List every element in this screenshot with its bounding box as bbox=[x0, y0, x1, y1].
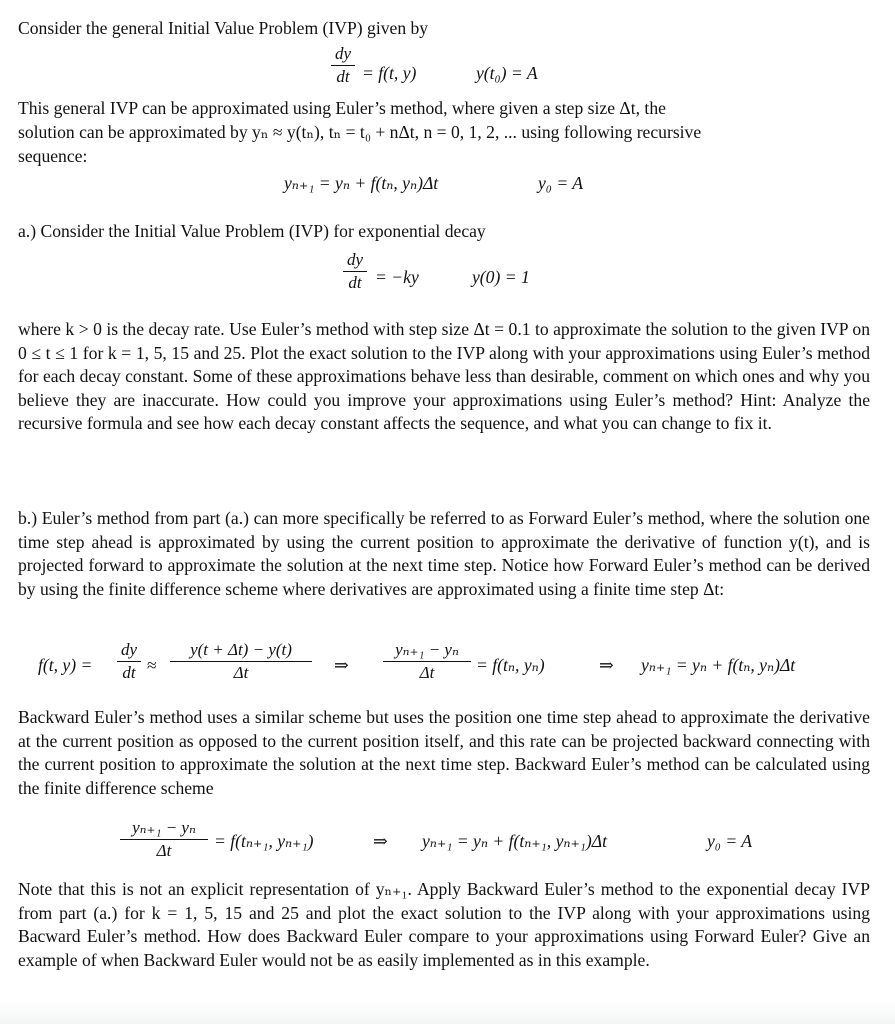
fd-discrete-rhs: = f(tₙ, yₙ) bbox=[476, 655, 545, 675]
euler-description-line3: sequence: bbox=[18, 146, 88, 166]
be-result: yₙ₊₁ = yₙ + f(tₙ₊₁, yₙ₊₁)Δt bbox=[422, 831, 608, 851]
part-a-initial-condition: y(0) = 1 bbox=[472, 267, 530, 287]
intro-ode-denominator: dt bbox=[336, 67, 350, 86]
euler-recursion-formula: yₙ₊₁ = yₙ + f(tₙ, yₙ)Δt bbox=[284, 173, 439, 193]
fd-derivative-numerator: dy bbox=[117, 640, 141, 662]
be-implies-arrow: ⇒ bbox=[373, 831, 388, 851]
fd-approx-symbol: ≈ bbox=[147, 655, 157, 675]
be-quotient-numerator: yₙ₊₁ − yₙ bbox=[120, 818, 208, 840]
fd-implies-arrow-1: ⇒ bbox=[334, 655, 349, 675]
fd-discrete-numerator: yₙ₊₁ − yₙ bbox=[383, 640, 471, 662]
part-a-heading: a.) Consider the Initial Value Problem (IVP) for exponential decay bbox=[18, 221, 486, 241]
fd-discrete-quotient bbox=[383, 640, 471, 683]
fd-quotient-numerator: y(t + Δt) − y(t) bbox=[170, 640, 312, 662]
intro-initial-condition: y(t₀) = A bbox=[476, 63, 538, 83]
be-quotient bbox=[120, 818, 208, 861]
euler-initial-value: y₀ = A bbox=[538, 173, 584, 193]
euler-description-line1: This general IVP can be approximated using Euler’s method, where given a step size Δt, the bbox=[18, 98, 666, 118]
fd-forward-euler-result: yₙ₊₁ = yₙ + f(tₙ, yₙ)Δt bbox=[641, 655, 796, 675]
intro-ode-numerator: dy bbox=[331, 44, 355, 66]
part-b-paragraph2: Backward Euler’s method uses a similar scheme but uses the position one time step ahead to approximate the derivative at the current position as opposed to the current position itself, and this rate can be projected backward connecting with the current position to approximate the solution at the next time step. Backward Euler’s method can be calculated using the finite difference scheme bbox=[18, 707, 870, 798]
fd-lhs: f(t, y) = bbox=[38, 655, 93, 675]
part-a-ode-denominator: dt bbox=[348, 273, 362, 292]
fd-derivative bbox=[117, 640, 141, 683]
part-a-ode-rhs: = −ky bbox=[375, 267, 419, 287]
part-b-paragraph3: Note that this is not an explicit representation of yₙ₊₁. Apply Backward Euler’s method to the exponential decay IVP from part (a.) for k = 1, 5, 15 and 25 and plot the exact solution to the IVP along with your approximations using Bacward Euler’s method. How does Backward Euler compare to your approximations using Forward Euler? Give an example of when Backward Euler would not be as easily implemented as in this example. bbox=[18, 879, 870, 970]
fd-derivative-denominator: dt bbox=[122, 663, 136, 682]
intro-text: Consider the general Initial Value Problem (IVP) given by bbox=[18, 18, 429, 38]
part-a-ode-numerator: dy bbox=[343, 250, 367, 272]
part-a-ode-derivative bbox=[343, 250, 367, 293]
be-rhs: = f(tₙ₊₁, yₙ₊₁) bbox=[214, 831, 314, 851]
part-b-paragraph1: b.) Euler’s method from part (a.) can more specifically be referred to as Forward Euler’s method, where the solution one time step ahead is approximated by using the current position to approximate the derivative of function y(t), and is projected forward to approximate the solution at the next time step. Notice how Forward Euler’s method can be derived by using the finite difference scheme where derivatives are approximated using a finite time step Δt: bbox=[18, 508, 870, 599]
be-quotient-denominator: Δt bbox=[156, 841, 172, 860]
page-bottom-edge bbox=[0, 1000, 895, 1024]
fd-discrete-denominator: Δt bbox=[419, 663, 435, 682]
euler-description-line2: solution can be approximated by yₙ ≈ y(tₙ), tₙ = t₀ + nΔt, n = 0, 1, 2, ... using following recursive bbox=[18, 122, 702, 142]
fd-quotient-denominator: Δt bbox=[233, 663, 249, 682]
fd-difference-quotient bbox=[170, 640, 312, 683]
fd-implies-arrow-2: ⇒ bbox=[599, 655, 614, 675]
part-a-body: where k > 0 is the decay rate. Use Euler’s method with step size Δt = 0.1 to approximate the solution to the given IVP on 0 ≤ t ≤ 1 for k = 1, 5, 15 and 25. Plot the exact solution to the IVP along with your approximations using Euler’s method for each decay constant. Some of these approximations behave less than desirable, comment on which ones and why you believe they are inaccurate. How could you improve your approximations using Euler’s method? Hint: Analyze the recursive formula and see how each decay constant affects the sequence, and what you can change to fix it. bbox=[18, 319, 870, 434]
be-initial-value: y₀ = A bbox=[707, 831, 753, 851]
intro-ode-derivative bbox=[331, 44, 355, 87]
intro-ode-rhs: = f(t, y) bbox=[362, 63, 417, 83]
